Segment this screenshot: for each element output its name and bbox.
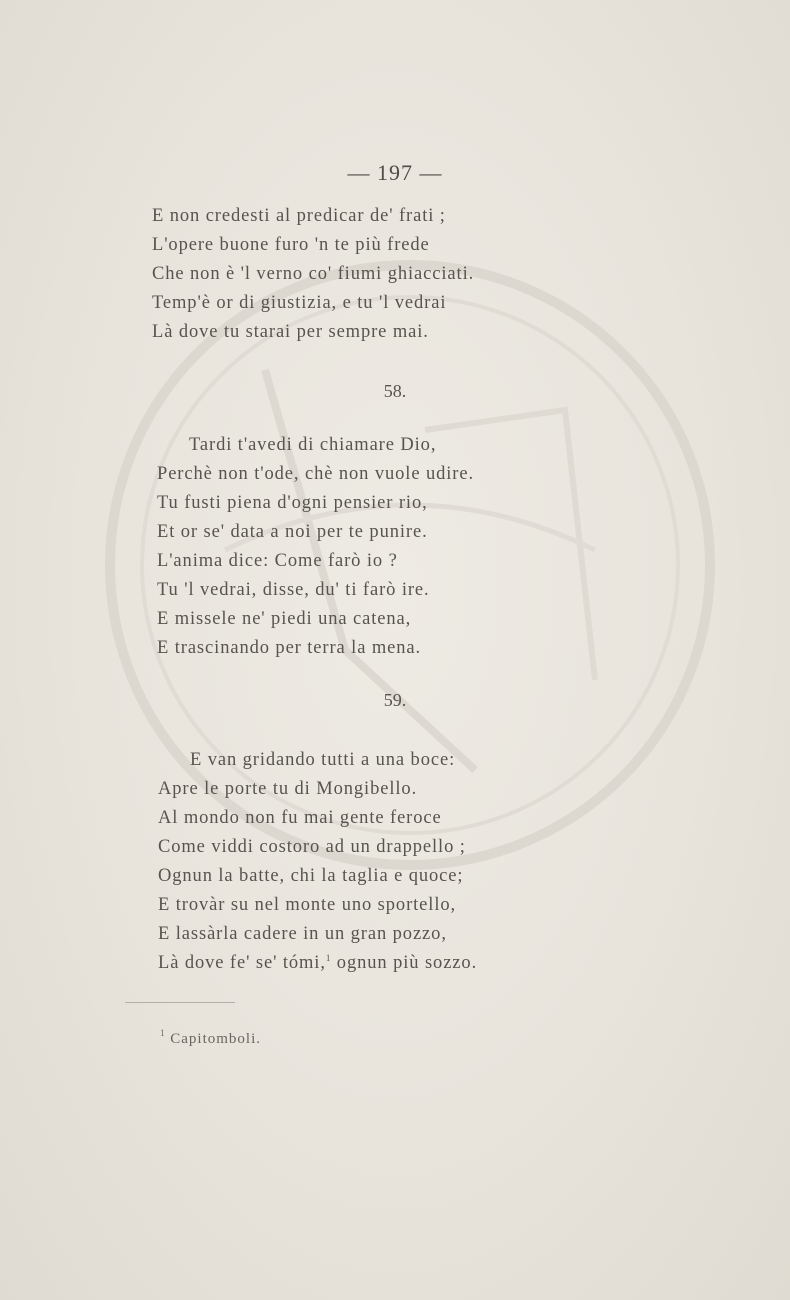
verse-line: E trovàr su nel monte uno sportello, <box>158 895 457 915</box>
verse-line: E missele ne' piedi una catena, <box>157 609 412 629</box>
verse-line: Apre le porte tu di Mongibello. <box>158 779 418 799</box>
footnote-marker: 1 <box>160 1028 166 1038</box>
footnote <box>160 1028 261 1048</box>
verse-text: Là dove fe' se' tómi, <box>158 953 326 973</box>
verse-line: Come viddi costoro ad un drappello ; <box>158 837 466 857</box>
verse-line: Perchè non t'ode, chè non vuole udire. <box>157 464 475 484</box>
stanza-continued <box>152 202 474 347</box>
verse-line: Temp'è or di giustizia, e tu 'l vedrai <box>152 293 447 313</box>
verse-line: Al mondo non fu mai gente feroce <box>158 808 442 828</box>
verse-line: Et or se' data a noi per te punire. <box>157 522 428 542</box>
verse-line: Tu 'l vedrai, disse, du' ti farò ire. <box>157 580 430 600</box>
verse-line: L'anima dice: Come farò io ? <box>157 551 398 571</box>
verse-line-with-footnote <box>158 949 477 978</box>
verse-line: E lassàrla cadere in un gran pozzo, <box>158 924 447 944</box>
verse-line: Tu fusti piena d'ogni pensier rio, <box>157 493 428 513</box>
verse-line: E non credesti al predicar de' frati ; <box>152 206 446 226</box>
footnote-divider <box>125 1002 235 1003</box>
verse-text: ognun più sozzo. <box>331 953 478 973</box>
page-number: — 197 — <box>347 160 443 185</box>
verse-line: E trascinando per terra la mena. <box>157 638 422 658</box>
verse-line: Là dove tu starai per sempre mai. <box>152 322 429 342</box>
stanza-58 <box>157 431 474 663</box>
section-number-59: 59. <box>383 690 407 710</box>
verse-line: L'opere buone furo 'n te più frede <box>152 235 430 255</box>
verse-line: Tardi t'avedi di chiamare Dio, <box>189 435 437 455</box>
section-number-58: 58. <box>383 381 407 401</box>
stanza-59 <box>158 746 477 978</box>
verse-line: E van gridando tutti a una boce: <box>190 750 456 770</box>
footnote-text: Capitomboli. <box>165 1031 261 1047</box>
verse-line: Che non è 'l verno co' fiumi ghiacciati. <box>152 264 475 284</box>
verse-line: Ognun la batte, chi la taglia e quoce; <box>158 866 464 886</box>
footnote-reference: 1 <box>325 953 332 963</box>
